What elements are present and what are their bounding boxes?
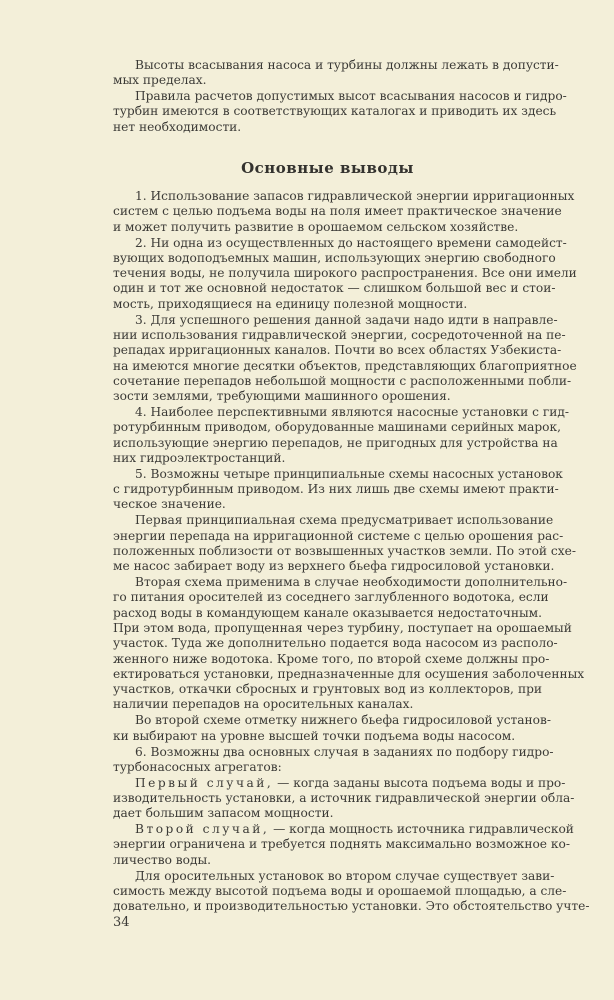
page-number: 34 bbox=[113, 915, 130, 931]
text-line: Высоты всасывания насоса и турбины должны лежать в допусти- bbox=[135, 58, 559, 72]
paragraph bbox=[113, 744, 554, 776]
text-line: участок. Туда же дополнительно подается вода насосом из располо- bbox=[113, 636, 558, 651]
text-line: го питания оросителей из соседнего заглубленного водотока, если bbox=[113, 590, 549, 605]
text-line: ротурбинным приводом, оборудованные машинами серийных марок, bbox=[113, 420, 562, 435]
text-line: сочетание перепадов небольшой мощности с расположенными побли- bbox=[113, 373, 572, 388]
text-line: репадах ирригационных каналов. Почти во всех областях Узбекиста- bbox=[113, 343, 562, 358]
final-paragraph: Для оросительных установок во втором случае существует зави- симость между высотой подъема воды и орошаемой площадью, а сле- довательно, и производительностью установки. Это обстоятельство учте- bbox=[113, 868, 590, 914]
paragraph bbox=[113, 513, 576, 574]
text-line: участков, откачки сбросных и грунтовых вод из коллекторов, при bbox=[113, 682, 542, 697]
text-line: энергии перепада на ирригационной системе с целью орошения рас- bbox=[113, 528, 564, 543]
text-line: 3. Для успешного решения данной задачи надо идти в направле- bbox=[135, 312, 558, 327]
text-line: расход воды в командующем канале оказывается недостаточным. bbox=[113, 605, 542, 620]
paragraph bbox=[113, 235, 577, 312]
paragraph bbox=[113, 58, 559, 89]
text-line: 6. Возможны два основных случая в заданиях по подбору гидро- bbox=[135, 744, 554, 759]
section-heading: Основные выводы bbox=[241, 159, 414, 178]
text-line: При этом вода, пропущенная через турбину, поступает на орошаемый bbox=[113, 620, 572, 635]
text-line: ческое значение. bbox=[113, 497, 226, 512]
case-2-term: Второй случай, bbox=[135, 822, 270, 837]
case-1-term: Первый случай, bbox=[135, 775, 274, 790]
paragraph bbox=[113, 466, 563, 513]
paragraph bbox=[113, 312, 577, 405]
text-line: систем с целью подъема воды на поля имеет практическое значение bbox=[113, 204, 562, 219]
text-line: вующих водоподъемных машин, использующих энергию свободного bbox=[113, 250, 556, 265]
text-line: с гидротурбинным приводом. Из них лишь две схемы имеют практи- bbox=[113, 482, 559, 497]
text-line: нет необходимости. bbox=[113, 119, 242, 134]
text-line: зости землями, требующими машинного орошения. bbox=[113, 389, 451, 404]
text-line: 1. Использование запасов гидравлической энергии ирригационных bbox=[135, 189, 575, 204]
text-line: них гидроэлектростанций. bbox=[113, 450, 286, 465]
text-line: нии использования гидравлической энергии, сосредоточенной на пе- bbox=[113, 327, 566, 342]
text-line: и может получить развитие в орошаемом сельском хозяйстве. bbox=[113, 219, 519, 234]
text-line: 5. Возможны четыре принципиальные схемы насосных установок bbox=[135, 466, 563, 481]
text-line: турбонасосных агрегатов: bbox=[113, 759, 282, 774]
text-line: Первая принципиальная схема предусматривает использование bbox=[135, 513, 554, 528]
text-line: на имеются многие десятки объектов, представляющих благоприятное bbox=[113, 358, 577, 373]
text-line: ме насос забирает воду из верхнего бьефа гидросиловой установки. bbox=[113, 559, 555, 574]
case-2-paragraph: Второй случай, — когда мощность источника гидравлической энергии ограничена и требуется поднять максимально возможное ко- личество воды. bbox=[113, 822, 574, 867]
conclusions-section bbox=[113, 189, 585, 775]
text-line: ектироваться установки, предназначенные для осушения заболоченных bbox=[113, 666, 585, 681]
text-line: Во второй схеме отметку нижнего бьефа гидросиловой установ- bbox=[135, 713, 551, 728]
paragraph bbox=[113, 189, 575, 235]
text-line: турбин имеются в соответствующих каталогах и приводить их здесь bbox=[113, 104, 557, 119]
paragraph bbox=[113, 89, 567, 135]
text-line: положенных поблизости от возвышенных участков земли. По этой схе- bbox=[113, 543, 576, 558]
text-line: наличии перепадов на оросительных каналах. bbox=[113, 697, 414, 712]
intro-section bbox=[113, 58, 567, 135]
page-body bbox=[113, 58, 590, 931]
text-line: течения воды, не получила широкого распространения. Все они имели bbox=[113, 266, 577, 281]
text-line: женного ниже водотока. Кроме того, по второй схеме должны про- bbox=[113, 651, 550, 666]
text-line: Вторая схема применима в случае необходимости дополнительно- bbox=[135, 575, 568, 590]
paragraph bbox=[113, 575, 585, 713]
paragraph bbox=[113, 405, 569, 466]
text-line: мость, приходящиеся на единицу полезной мощности. bbox=[113, 296, 468, 311]
case-1-paragraph: Первый случай, — когда заданы высота подъема воды и про- изводительность установки, а источник гидравлической энергии обла- дает большим запасом мощности. bbox=[113, 775, 575, 821]
text-line: Правила расчетов допустимых высот всасывания насосов и гидро- bbox=[135, 89, 567, 104]
text-line: ки выбирают на уровне высшей точки подъема воды насосом. bbox=[113, 728, 516, 743]
text-line: мых пределах. bbox=[113, 73, 207, 88]
paragraph bbox=[113, 713, 551, 744]
text-line: 2. Ни одна из осуществленных до настоящего времени самодейст- bbox=[135, 235, 567, 250]
text-line: 4. Наиболее перспективными являются насосные установки с гид- bbox=[135, 405, 569, 420]
text-line: использующие энергию перепадов, не пригодных для устройства на bbox=[113, 435, 558, 450]
text-line: один и тот же основной недостаток — слишком большой вес и стои- bbox=[113, 281, 556, 296]
